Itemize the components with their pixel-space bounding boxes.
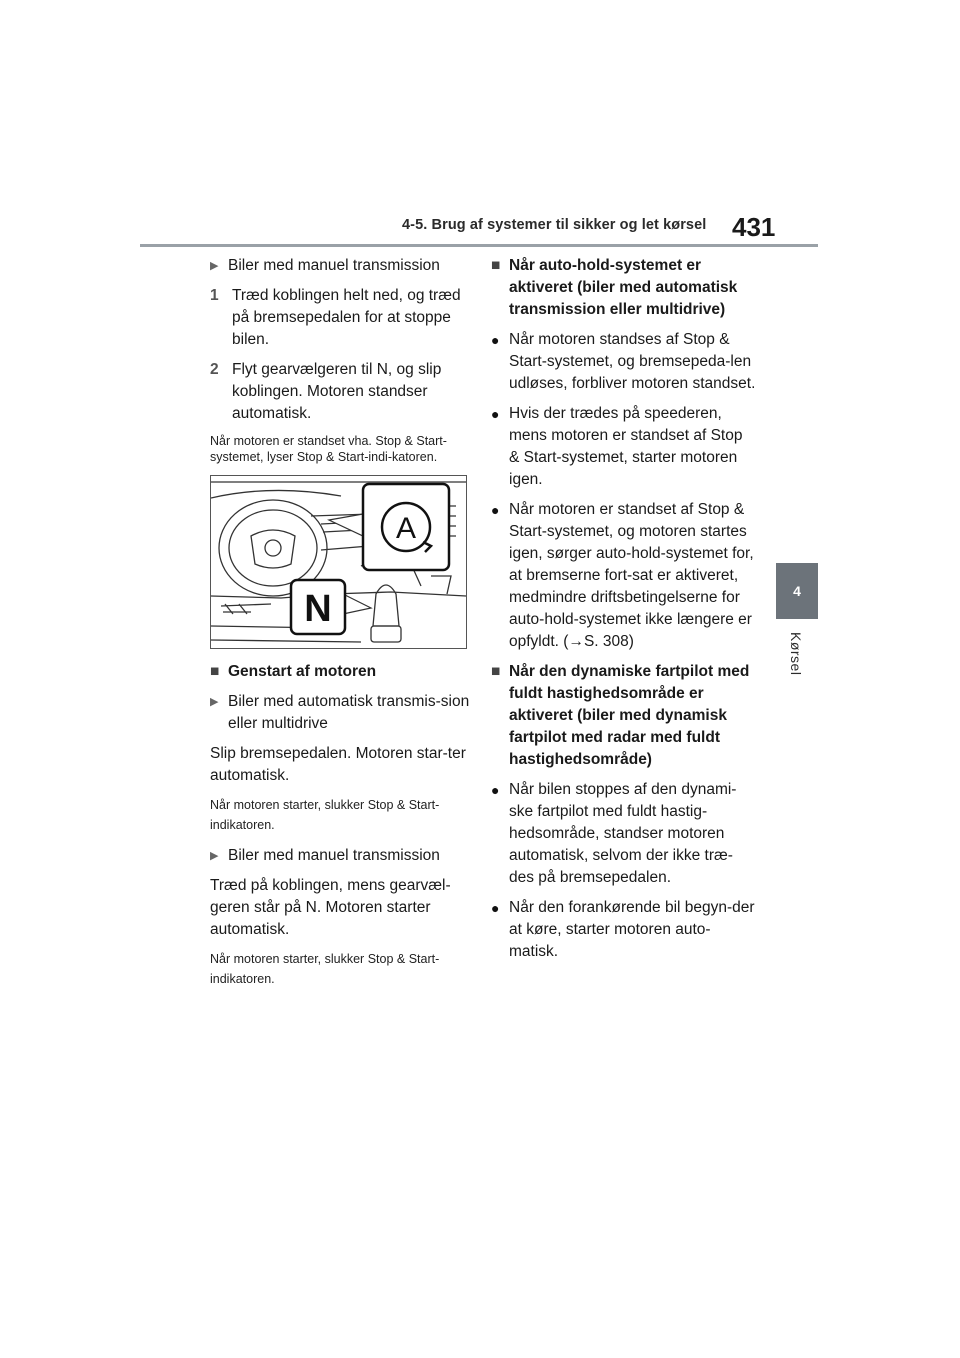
body-paragraph: Træd på koblingen, mens gearvæl-geren står på N. Motoren starter automatisk. bbox=[210, 877, 451, 938]
bullet-text: Når motoren er standset af Stop & Start-systemet, og motoren startes igen, sørger auto-hold-systemet for, at bremserne fort-sat er aktiveret, medmindre driftsbetingelserne for auto-hold-systemet ikke længere er opfyldt. (→S. 308) bbox=[509, 501, 754, 650]
heading-text: Når den dynamiske fartpilot med fuldt hastighedsområde er aktiveret (biler med dynamisk fartpilot med radar med fuldt hastighedsområde) bbox=[509, 663, 750, 768]
list-item bbox=[210, 255, 475, 277]
bullet-text: Når motoren standses af Stop & Start-systemet, og bremsepeda-len udløses, forbliver motoren standset. bbox=[509, 331, 756, 392]
list-item bbox=[210, 691, 475, 735]
step-1 bbox=[210, 285, 475, 351]
gear-callout bbox=[291, 580, 371, 634]
dashboard-illustration bbox=[210, 475, 467, 649]
step-text: Træd koblingen helt ned, og træd på bremsepedalen for at stoppe bilen. bbox=[232, 287, 461, 348]
bullet-icon: ● bbox=[491, 406, 500, 422]
item-label: Biler med manuel transmission bbox=[228, 847, 440, 864]
triangle-bullet-icon: ▶ bbox=[210, 850, 219, 862]
bullet-icon: ● bbox=[491, 900, 500, 916]
bullet-item bbox=[491, 499, 757, 653]
bullet-icon: ● bbox=[491, 782, 500, 798]
bullet-item bbox=[491, 403, 757, 491]
heading-text: Når auto-hold-systemet er aktiveret (biler med automatisk transmission eller multidrive) bbox=[509, 257, 738, 318]
header-divider bbox=[140, 244, 818, 247]
section-heading bbox=[491, 661, 757, 771]
step-number: 2 bbox=[210, 361, 219, 378]
body-paragraph: Slip bremsepedalen. Motoren star-ter automatisk. bbox=[210, 745, 466, 784]
list-item bbox=[210, 845, 475, 867]
dashboard-drawing bbox=[211, 476, 466, 648]
bullet-icon: ● bbox=[491, 502, 500, 518]
triangle-bullet-icon: ▶ bbox=[210, 260, 219, 272]
bullet-text: Hvis der trædes på speederen, mens motoren er standset af Stop & Start-systemet, starter motoren igen. bbox=[509, 405, 743, 488]
gear-letter: N bbox=[304, 588, 332, 630]
bullet-text: Når den forankørende bil begyn-der at køre, starter motoren auto-matisk. bbox=[509, 899, 755, 960]
note-text: Når motoren starter, slukker Stop & Start-indikatoren. bbox=[210, 798, 440, 832]
note-text: Når motoren starter, slukker Stop & Start-indikatoren. bbox=[210, 952, 440, 986]
note-text: Når motoren er standset vha. Stop & Start-systemet, lyser Stop & Start-indi-katoren. bbox=[210, 434, 447, 464]
square-bullet-icon: ■ bbox=[491, 257, 501, 274]
square-bullet-icon: ■ bbox=[210, 663, 220, 680]
step-2 bbox=[210, 359, 475, 425]
page-number: 431 bbox=[732, 212, 776, 242]
section-title: 4-5. Brug af systemer til sikker og let kørsel bbox=[402, 217, 707, 233]
bullet-icon: ● bbox=[491, 332, 500, 348]
bullet-item bbox=[491, 897, 757, 963]
triangle-bullet-icon: ▶ bbox=[210, 696, 219, 708]
step-number: 1 bbox=[210, 287, 219, 304]
bullet-item bbox=[491, 779, 757, 889]
left-column bbox=[210, 255, 475, 999]
bullet-text: Når bilen stoppes af den dynami-ske fartpilot med fuldt hastig-hedsområde, standser motoren automatisk, selvom der ikke træ-des på bremsepedalen. bbox=[509, 781, 737, 886]
chapter-tab: 4 bbox=[776, 563, 818, 619]
bullet-item bbox=[491, 329, 757, 395]
item-label: Biler med automatisk transmis-sion eller multidrive bbox=[228, 693, 470, 732]
indicator-callout bbox=[329, 484, 449, 570]
step-text: Flyt gearvælgeren til N, og slip koblingen. Motoren standser automatisk. bbox=[232, 361, 442, 422]
section-heading bbox=[491, 255, 757, 321]
item-label: Biler med manuel transmission bbox=[228, 257, 440, 274]
chapter-label: Kørsel bbox=[788, 632, 804, 676]
heading-text: Genstart af motoren bbox=[228, 663, 377, 680]
indicator-letter: A bbox=[395, 512, 417, 545]
right-column bbox=[491, 255, 757, 971]
square-bullet-icon: ■ bbox=[491, 663, 501, 680]
section-heading bbox=[210, 661, 475, 683]
